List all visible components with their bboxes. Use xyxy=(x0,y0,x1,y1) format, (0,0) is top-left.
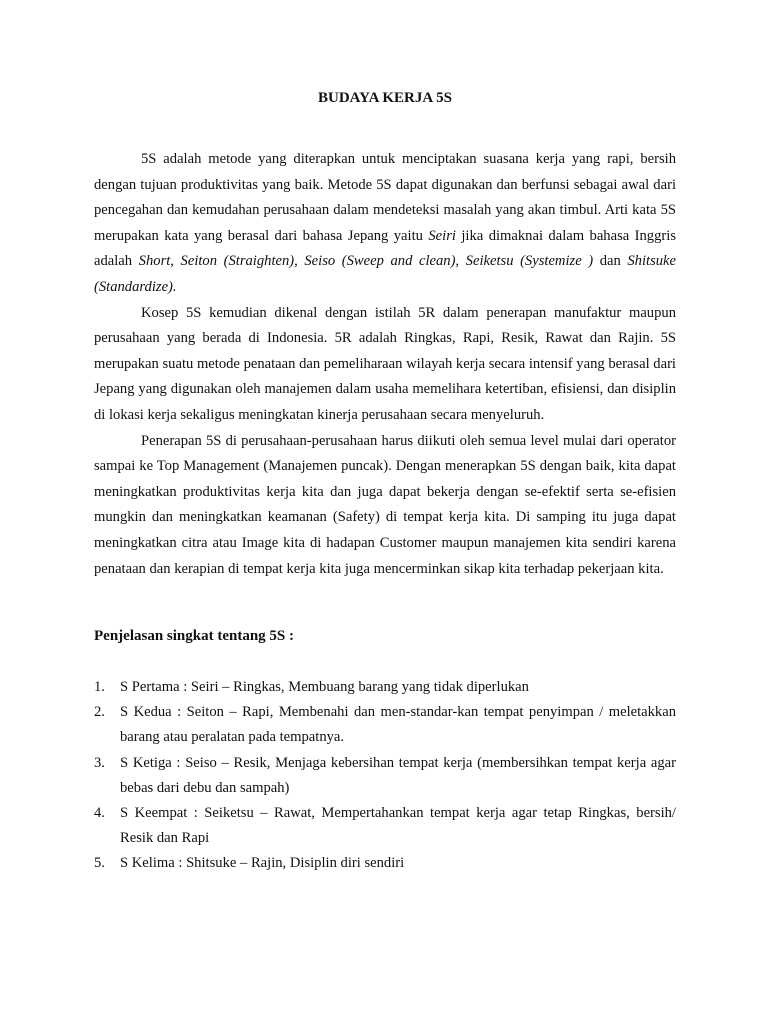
paragraph-1-seg-4: , xyxy=(170,253,181,270)
paragraph-1-seg-3: Short xyxy=(138,253,171,270)
list-item xyxy=(94,851,676,876)
paragraph-1-seg-2: jika dimaknai dalam bahasa Inggris adalah xyxy=(94,227,676,270)
paragraph-1-seg-1: Seiri xyxy=(428,227,456,244)
list-item xyxy=(94,700,676,750)
numbered-list xyxy=(94,675,676,877)
paragraph-1-seg-7: Shitsuke (Standardize). xyxy=(94,253,677,295)
paragraph-1 xyxy=(94,147,676,301)
list-item xyxy=(94,751,676,801)
list-text: S Kelima : Shitsuke – Rajin, Disiplin diri sendiri xyxy=(120,855,405,872)
body-text xyxy=(94,147,676,582)
list-number: 4. xyxy=(94,805,105,822)
paragraph-1-seg-5: Seiton (Straighten), Seiso (Sweep and clean), Seiketsu (Systemize ) xyxy=(180,253,594,270)
section-title: Penjelasan singkat tentang 5S : xyxy=(94,628,295,644)
list-number: 2. xyxy=(94,704,105,721)
paragraph-2 xyxy=(94,301,676,429)
list-text: S Kedua : Seiton – Rapi, Membenahi dan men-standar-kan tempat penyimpan / meletakkan barang atau peralatan pada tempatnya. xyxy=(120,704,676,746)
list-number: 1. xyxy=(94,679,105,695)
document-page xyxy=(94,0,676,1024)
list-number: 3. xyxy=(94,754,105,771)
list-text: S Pertama : Seiri – Ringkas, Membuang barang yang tidak diperlukan xyxy=(120,679,529,695)
paragraph-1-seg-6: dan xyxy=(593,253,628,270)
paragraph-3 xyxy=(94,429,676,583)
list-text: S Ketiga : Seiso – Resik, Menjaga kebersihan tempat kerja (membersihkan tempat kerja agar bebas dari debu dan sampah) xyxy=(120,754,676,796)
list-text: S Keempat : Seiketsu – Rawat, Mempertahankan tempat kerja agar tetap Ringkas, bersih/ Resik dan Rapi xyxy=(120,805,676,847)
list-item xyxy=(94,675,676,700)
list-number: 5. xyxy=(94,855,105,872)
paragraph-3-seg-0: Penerapan 5S di perusahaan-perusahaan harus diikuti oleh semua level mulai dari operator sampai ke Top Management (Manajemen puncak). Dengan menerapkan 5S dengan baik, kita dapat meningkatkan produktivitas kerja kita dan juga dapat bekerja dengan se-efektif serta se-efisien mungkin dan meningkatkan keamanan (Safety) di tempat kerja kita. Di samping itu juga dapat meningkatkan citra atau Image kita di hadapan Customer maupun manajemen kita sendiri karena penataan dan kerapian di tempat kerja kita juga mencerminkan sikap kita terhadap pekerjaan kita. xyxy=(94,432,676,577)
paragraph-1-seg-0: 5S adalah metode yang diterapkan untuk menciptakan suasana kerja yang rapi, bersih dengan tujuan produktivitas yang baik. Metode 5S dapat digunakan dan berfunsi sebagai awal dari pencegahan dan kemudahan perusahaan dalam mendeteksi masalah yang akan timbul. Arti kata 5S merupakan kata yang berasal dari bahasa Jepang yaitu xyxy=(94,151,676,244)
document-title: BUDAYA KERJA 5S xyxy=(318,90,452,106)
list-item xyxy=(94,801,676,851)
paragraph-2-seg-0: Kosep 5S kemudian dikenal dengan istilah 5R dalam penerapan manufaktur maupun perusahaan yang berada di Indonesia. 5R adalah Ringkas, Rapi, Resik, Rawat dan Rajin. 5S merupakan suatu metode penataan dan pemeliharaan wilayah kerja secara intensif yang berasal dari Jepang yang digunakan oleh manajemen dalam usaha memelihara ketertiban, efisiensi, dan disiplin di lokasi kerja sekaligus meningkatan kinerja perusahaan secara menyeluruh. xyxy=(94,304,676,423)
